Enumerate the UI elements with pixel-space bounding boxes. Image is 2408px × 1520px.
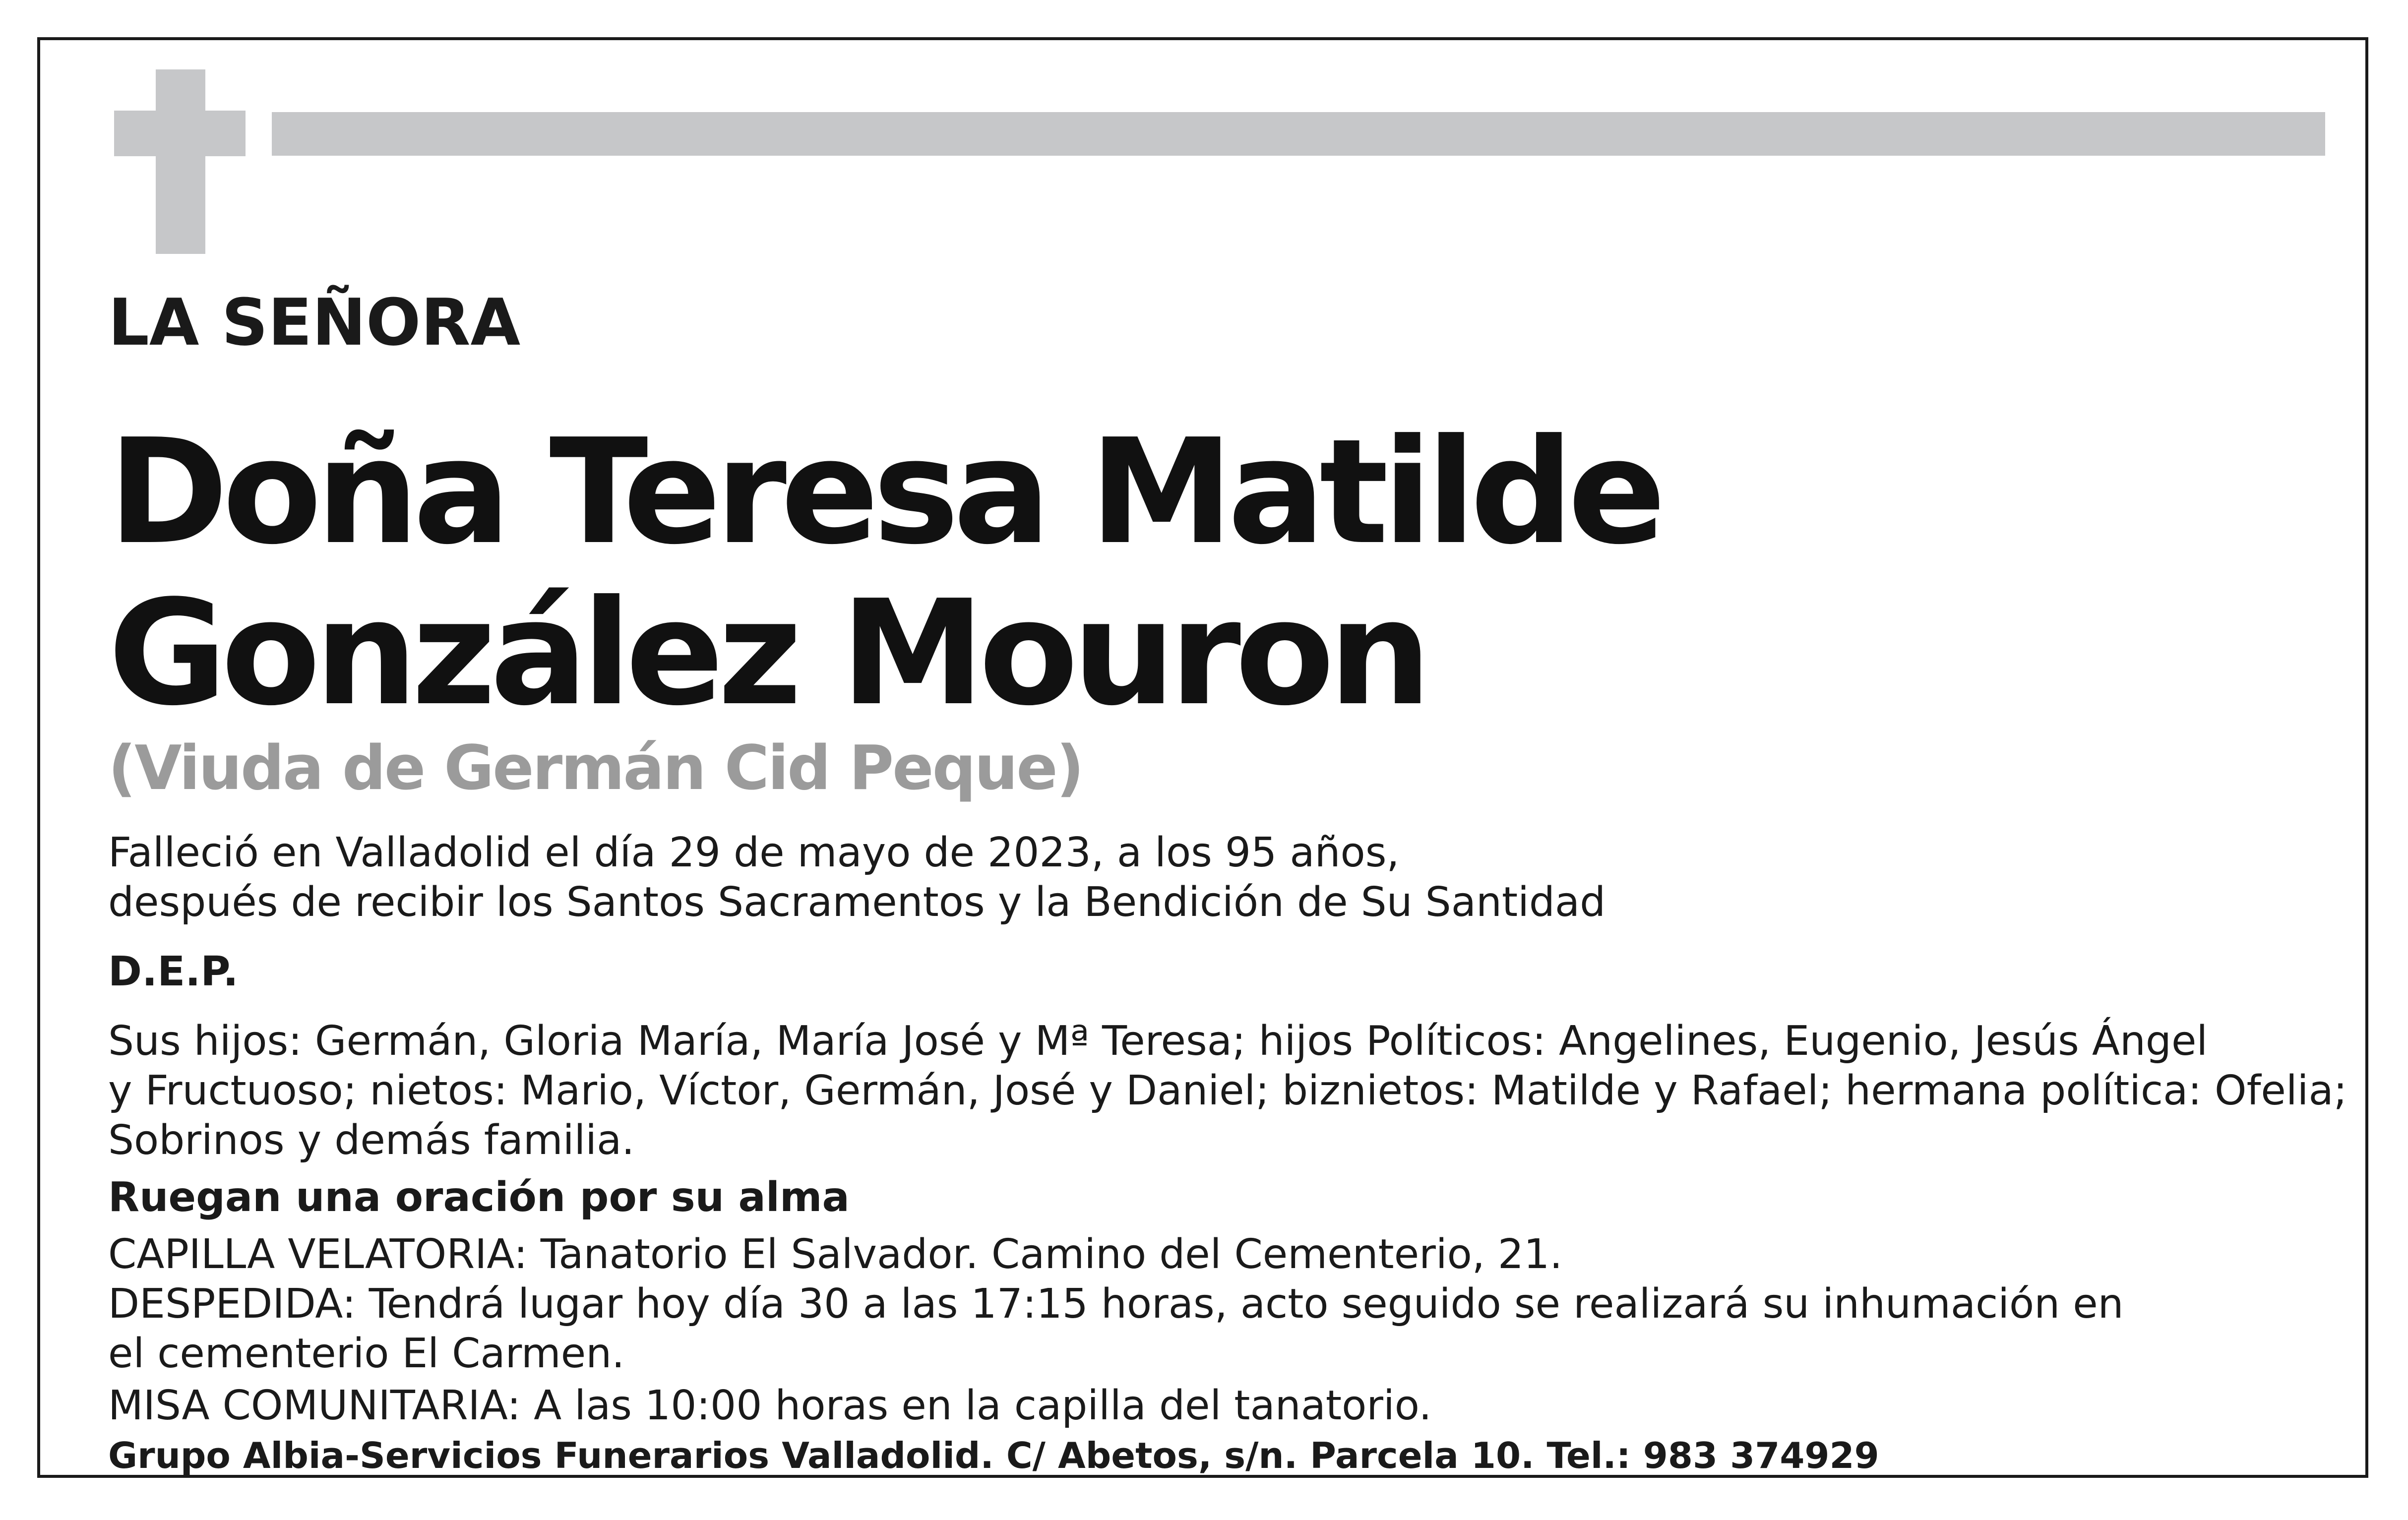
deceased-name-line-1: Doña Teresa Matilde [108,408,1661,576]
death-info-line-1: Falleció en Valladolid el día 29 de mayo de 2023, a los 95 años, [108,829,1400,876]
farewell-info-line-1: DESPEDIDA: Tendrá lugar hoy día 30 a las 17:15 horas, acto seguido se realizará su inhumación en [108,1280,2124,1328]
cross-vertical-bar [156,69,205,254]
chapel-info: CAPILLA VELATORIA: Tanatorio El Salvador. Camino del Cementerio, 21. [108,1231,1563,1278]
widow-of: (Viuda de Germán Cid Peque) [108,733,1083,804]
mass-info: MISA COMUNITARIA: A las 10:00 horas en la capilla del tanatorio. [108,1382,1432,1429]
farewell-info-line-2: el cementerio El Carmen. [108,1330,625,1377]
header-rule [272,112,2325,156]
funeral-home-footer: Grupo Albia-Servicios Funerarios Valladolid. C/ Abetos, s/n. Parcela 10. Tel.: 983 374929 [108,1435,1879,1476]
cross-horizontal-bar [114,111,246,156]
family-line-2: y Fructuoso; nietos: Mario, Víctor, Germán, José y Daniel; biznietos: Matilde y Rafael; hermana política: Ofelia; [108,1067,2347,1114]
family-line-3: Sobrinos y demás familia. [108,1117,635,1164]
deceased-name-line-2: González Mouron [108,569,1426,737]
rest-in-peace: D.E.P. [108,948,239,995]
honorific: LA SEÑORA [108,285,521,360]
family-line-1: Sus hijos: Germán, Gloria María, María José y Mª Teresa; hijos Políticos: Angelines, Eugenio, Jesús Ángel [108,1018,2208,1065]
prayer-request: Ruegan una oración por su alma [108,1174,850,1221]
death-info-line-2: después de recibir los Santos Sacramentos y la Bendición de Su Santidad [108,879,1606,926]
